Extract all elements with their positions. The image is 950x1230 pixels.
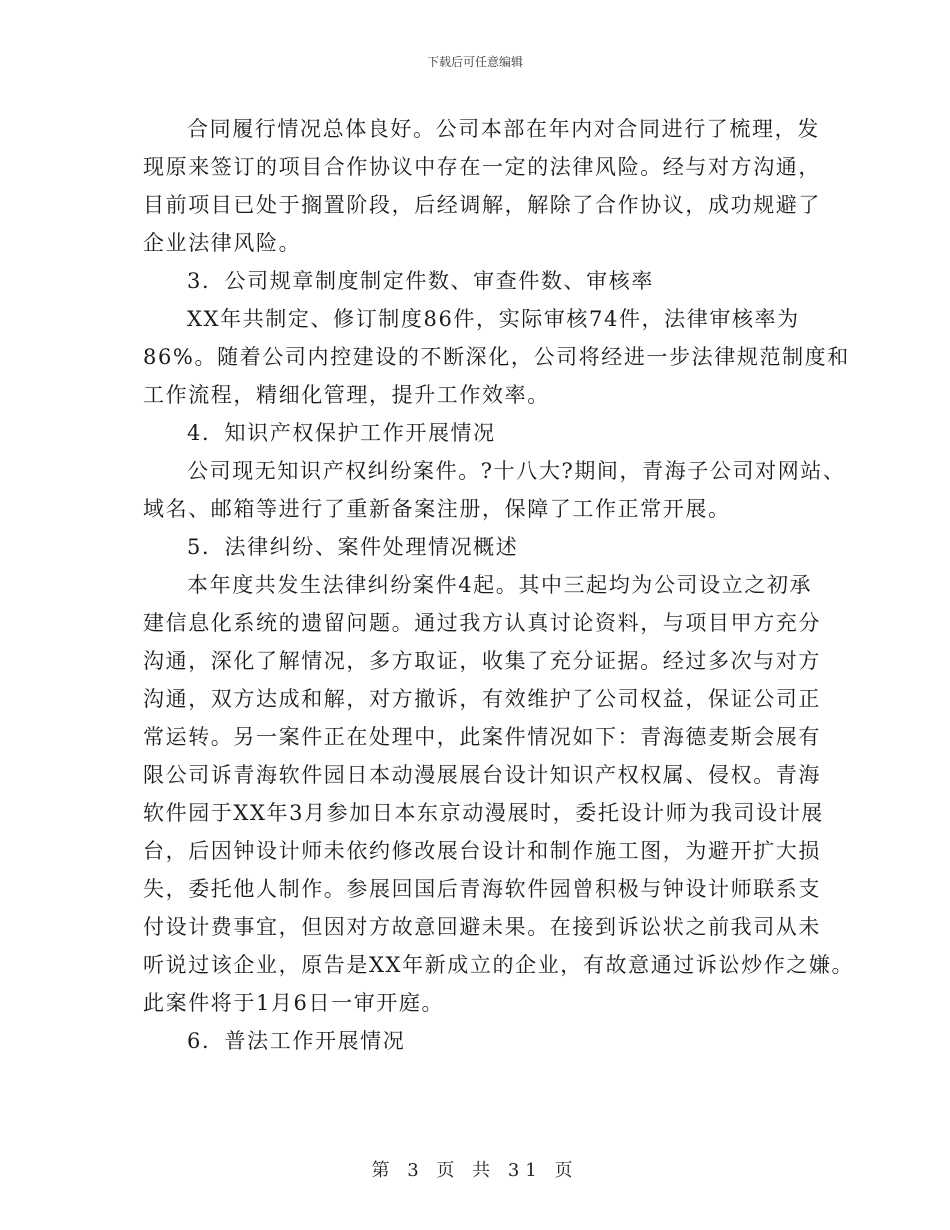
section-heading: 5．法律纠纷、案件处理情况概述 — [187, 535, 519, 559]
paragraph-line: 公司现无知识产权纠纷案件。?十八大?期间，青海子公司对网站、 — [187, 459, 846, 483]
paragraph-line: 本年度共发生法律纠纷案件4起。其中三起均为公司设立之初承 — [187, 573, 813, 597]
paragraph-line: 软件园于XX年3月参加日本东京动漫展时，委托设计师为我司设计展 — [143, 801, 824, 825]
paragraph-line: 限公司诉青海软件园日本动漫展展台设计知识产权权属、侵权。青海 — [143, 763, 821, 787]
paragraph-line: 付设计费事宜，但因对方故意回避未果。在接到诉讼状之前我司从未 — [143, 915, 821, 939]
paragraph-line: 沟通，双方达成和解，对方撤诉，有效维护了公司权益，保证公司正 — [143, 687, 821, 711]
paragraph-line: 沟通，深化了解情况，多方取证，收集了充分证据。经过多次与对方 — [143, 649, 821, 673]
paragraph-line: 86%。随着公司内控建设的不断深化，公司将经进一步法律规范制度和 — [143, 345, 850, 369]
paragraph-line: 现原来签订的项目合作协议中存在一定的法律风险。经与对方沟通， — [143, 155, 821, 179]
section-heading: 3．公司规章制度制定件数、审查件数、审核率 — [187, 269, 654, 293]
paragraph-line: 此案件将于1月6日一审开庭。 — [143, 991, 445, 1015]
paragraph-line: 失，委托他人制作。参展回国后青海软件园曾积极与钟设计师联系支 — [143, 877, 821, 901]
paragraph-line: 域名、邮箱等进行了重新备案注册，保障了工作正常开展。 — [143, 497, 731, 521]
paragraph-line: 常运转。另一案件正在处理中，此案件情况如下：青海德麦斯会展有 — [143, 725, 821, 749]
document-body — [143, 110, 855, 1060]
section-heading: 4．知识产权保护工作开展情况 — [187, 421, 496, 445]
paragraph-line: XX年共制定、修订制度86件，实际审核74件，法律审核率为 — [187, 307, 800, 331]
paragraph-line: 建信息化系统的遗留问题。通过我方认真讨论资料，与项目甲方充分 — [143, 611, 821, 635]
paragraph-line: 合同履行情况总体良好。公司本部在年内对合同进行了梳理，发 — [187, 117, 820, 141]
section-heading: 6．普法工作开展情况 — [187, 1029, 406, 1053]
paragraph-line: 目前项目已处于搁置阶段，后经调解，解除了合作协议，成功规避了 — [143, 193, 821, 217]
paragraph-line: 台，后因钟设计师未依约修改展台设计和制作施工图，为避开扩大损 — [143, 839, 821, 863]
page-header: 下载后可任意编辑 — [426, 55, 523, 69]
paragraph-line: 企业法律风险。 — [143, 231, 302, 255]
page-footer: 第 3 页 共 31 页 — [371, 1160, 579, 1181]
paragraph-line: 听说过该企业，原告是XX年新成立的企业，有故意通过诉讼炒作之嫌。 — [143, 953, 855, 977]
paragraph-line: 工作流程，精细化管理，提升工作效率。 — [143, 383, 550, 407]
